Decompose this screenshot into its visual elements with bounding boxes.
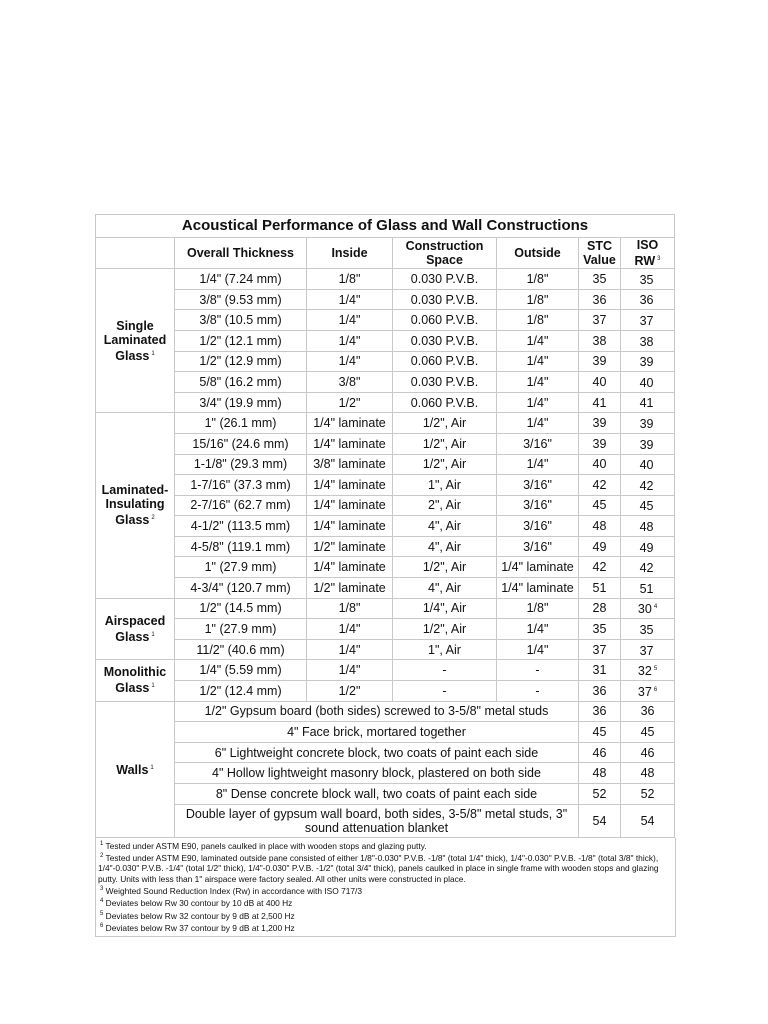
footnote-text: Deviates below Rw 30 contour by 10 dB at 400 Hz: [103, 898, 293, 909]
cell-construction-space: 1/2", Air: [393, 619, 497, 640]
footnote: [98, 851, 675, 884]
group-label-text: Walls: [116, 763, 149, 778]
cell-stc-value: 36: [579, 289, 621, 310]
cell-inside: 1/4": [307, 330, 393, 351]
cell-overall-thickness: 4-3/4" (120.7 mm): [175, 578, 307, 599]
cell-construction-space: 1/2", Air: [393, 557, 497, 578]
cell-inside: 3/8" laminate: [307, 454, 393, 475]
cell-inside: 1/4" laminate: [307, 475, 393, 496]
cell-stc-value: 51: [579, 578, 621, 599]
cell-stc-value: 40: [579, 372, 621, 393]
group-footnote-ref: 1: [151, 350, 155, 357]
footnote-text: Weighted Sound Reduction Index (Rw) in accordance with ISO 717/3: [103, 885, 363, 896]
cell-iso-rw: [621, 372, 675, 393]
cell-iso-rw: 36: [621, 701, 675, 722]
cell-wall-description: Double layer of gypsum wall board, both sides, 3-5/8" metal studs, 3" sound attenuation blanket: [175, 804, 579, 837]
cell-stc-value: 45: [579, 495, 621, 516]
cell-outside: 1/4" laminate: [497, 557, 579, 578]
table-row: [96, 433, 675, 454]
table-row: [96, 742, 675, 763]
table-row: [96, 701, 675, 722]
header-empty-cell: [96, 238, 175, 269]
cell-outside: 1/8": [497, 598, 579, 619]
cell-outside: 1/8": [497, 289, 579, 310]
cell-inside: 1/4" laminate: [307, 516, 393, 537]
iso-rw-footnote-ref: 4: [653, 604, 658, 611]
footnote-text: Tested under ASTM E90, laminated outside pane consisted of either 1/8"-0.030" P.V.B. -1/8" (total 1/4" thick), 1/4"-0.030" P.V.B. -1/8" (total 3/8" thick), 1/4"-0.030" P.V.B. -1/4" (total 1/2" thick), 1/4"-0.030" P.V.B. -1/2" (total 3/4" thick), panels caulked in place in single frame with wooden stops and glazing putty. Units with less than 1" airspace were factory sealed. All other units were constructed in place.: [98, 852, 659, 884]
cell-stc-value: 40: [579, 454, 621, 475]
cell-overall-thickness: 15/16" (24.6 mm): [175, 433, 307, 454]
footnote: [98, 839, 675, 851]
header-construction-space: Construction Space: [393, 238, 497, 269]
iso-rw-value: 35: [639, 623, 654, 638]
cell-iso-rw: 46: [621, 742, 675, 763]
iso-rw-value: 42: [639, 478, 654, 493]
cell-iso-rw: [621, 433, 675, 454]
cell-stc-value: 31: [579, 660, 621, 681]
cell-stc-value: 38: [579, 330, 621, 351]
table-row: [96, 289, 675, 310]
cell-overall-thickness: 1/4" (5.59 mm): [175, 660, 307, 681]
header-overall-thickness: Overall Thickness: [175, 238, 307, 269]
iso-rw-value: 36: [639, 293, 654, 308]
cell-iso-rw: [621, 639, 675, 660]
cell-overall-thickness: 1/2" (12.1 mm): [175, 330, 307, 351]
iso-rw-value: 38: [639, 334, 654, 349]
cell-stc-value: 37: [579, 639, 621, 660]
cell-inside: 1/4" laminate: [307, 495, 393, 516]
cell-overall-thickness: 1-1/8" (29.3 mm): [175, 454, 307, 475]
cell-inside: 1/4": [307, 289, 393, 310]
cell-stc-value: 41: [579, 392, 621, 413]
table-row: [96, 660, 675, 681]
cell-overall-thickness: 1" (26.1 mm): [175, 413, 307, 434]
cell-overall-thickness: 1/2" (14.5 mm): [175, 598, 307, 619]
cell-iso-rw: [621, 413, 675, 434]
table-row: [96, 722, 675, 743]
cell-stc-value: 39: [579, 351, 621, 372]
group-label-monolithic: [96, 660, 175, 701]
footnote-number: 6: [100, 923, 104, 930]
cell-overall-thickness: 4-5/8" (119.1 mm): [175, 536, 307, 557]
cell-inside: 1/4": [307, 619, 393, 640]
table-row: [96, 804, 675, 837]
footnotes: [95, 838, 676, 938]
cell-outside: -: [497, 660, 579, 681]
cell-overall-thickness: 1-7/16" (37.3 mm): [175, 475, 307, 496]
cell-inside: 1/2" laminate: [307, 536, 393, 557]
cell-construction-space: 1", Air: [393, 639, 497, 660]
footnote-text: Deviates below Rw 37 contour by 9 dB at 1,200 Hz: [103, 922, 295, 933]
table-row: [96, 495, 675, 516]
table-row: [96, 372, 675, 393]
table-title: Acoustical Performance of Glass and Wall Constructions: [96, 215, 675, 238]
cell-stc-value: 39: [579, 433, 621, 454]
cell-construction-space: 4", Air: [393, 536, 497, 557]
cell-stc-value: 39: [579, 413, 621, 434]
cell-iso-rw: [621, 516, 675, 537]
header-stc-value: STC Value: [579, 238, 621, 269]
cell-construction-space: 0.060 P.V.B.: [393, 392, 497, 413]
cell-iso-rw: [621, 289, 675, 310]
table-row: [96, 619, 675, 640]
cell-stc-value: 52: [579, 784, 621, 805]
iso-rw-value: 48: [639, 520, 654, 535]
iso-rw-value: 35: [639, 273, 654, 288]
group-footnote-ref: 1: [150, 765, 154, 772]
cell-iso-rw: 52: [621, 784, 675, 805]
cell-overall-thickness: 1" (27.9 mm): [175, 619, 307, 640]
cell-inside: 1/4": [307, 310, 393, 331]
cell-stc-value: 28: [579, 598, 621, 619]
footnote-number: 5: [100, 910, 104, 917]
footnote-number: 3: [100, 886, 104, 893]
group-footnote-ref: 1: [151, 631, 155, 638]
table-row: [96, 269, 675, 290]
iso-rw-value: 40: [639, 458, 654, 473]
cell-construction-space: -: [393, 660, 497, 681]
footnote: [98, 921, 675, 933]
footnote-text: Tested under ASTM E90, panels caulked in place with wooden stops and glazing putty.: [103, 840, 427, 851]
iso-rw-value: 37: [639, 643, 654, 658]
cell-iso-rw: [621, 619, 675, 640]
iso-rw-value: 39: [639, 355, 654, 370]
cell-iso-rw: [621, 454, 675, 475]
group-label-text: Laminated-Insulating Glass: [101, 483, 169, 528]
cell-overall-thickness: 1" (27.9 mm): [175, 557, 307, 578]
iso-rw-value: 49: [639, 540, 654, 555]
cell-construction-space: 0.030 P.V.B.: [393, 289, 497, 310]
cell-wall-description: 8" Dense concrete block wall, two coats of paint each side: [175, 784, 579, 805]
cell-stc-value: 35: [579, 619, 621, 640]
cell-stc-value: 35: [579, 269, 621, 290]
cell-inside: 1/2": [307, 681, 393, 702]
cell-iso-rw: [621, 269, 675, 290]
header-iso-rw-label: ISO RW: [634, 238, 659, 269]
cell-outside: 1/4": [497, 639, 579, 660]
footnote-text: Deviates below Rw 32 contour by 9 dB at 2,500 Hz: [103, 910, 295, 921]
cell-iso-rw: [621, 351, 675, 372]
cell-construction-space: 0.060 P.V.B.: [393, 310, 497, 331]
cell-construction-space: -: [393, 681, 497, 702]
table-row: [96, 598, 675, 619]
footnote: [98, 909, 675, 921]
header-iso-rw-footnote-ref: 3: [657, 256, 661, 262]
cell-stc-value: 48: [579, 516, 621, 537]
iso-rw-value: 30: [637, 602, 652, 617]
cell-overall-thickness: 3/8" (9.53 mm): [175, 289, 307, 310]
cell-construction-space: 0.030 P.V.B.: [393, 269, 497, 290]
cell-overall-thickness: 2-7/16" (62.7 mm): [175, 495, 307, 516]
table-row: [96, 475, 675, 496]
acoustical-performance-table: [95, 214, 675, 838]
group-label-single-laminated: [96, 269, 175, 413]
cell-wall-description: 4" Hollow lightweight masonry block, plastered on both side: [175, 763, 579, 784]
iso-rw-value: 41: [639, 396, 654, 411]
cell-construction-space: 1/2", Air: [393, 433, 497, 454]
cell-outside: 1/4": [497, 392, 579, 413]
cell-inside: 1/4" laminate: [307, 433, 393, 454]
table-row: [96, 557, 675, 578]
cell-inside: 1/8": [307, 598, 393, 619]
cell-wall-description: 4" Face brick, mortared together: [175, 722, 579, 743]
cell-wall-description: 1/2" Gypsum board (both sides) screwed to 3-5/8" metal studs: [175, 701, 579, 722]
table-row: [96, 763, 675, 784]
group-label-laminated-insulating: [96, 413, 175, 598]
cell-stc-value: 42: [579, 475, 621, 496]
cell-inside: 1/4": [307, 639, 393, 660]
cell-iso-rw: [621, 495, 675, 516]
cell-wall-description: 6" Lightweight concrete block, two coats of paint each side: [175, 742, 579, 763]
table-row: [96, 578, 675, 599]
cell-outside: 3/16": [497, 536, 579, 557]
cell-inside: 1/4": [307, 660, 393, 681]
cell-overall-thickness: 5/8" (16.2 mm): [175, 372, 307, 393]
cell-iso-rw: [621, 536, 675, 557]
cell-construction-space: 1/2", Air: [393, 413, 497, 434]
cell-outside: 3/16": [497, 516, 579, 537]
cell-construction-space: 1/4", Air: [393, 598, 497, 619]
footnote: [98, 896, 675, 908]
footnote-number: 1: [100, 840, 104, 847]
group-footnote-ref: 1: [151, 683, 155, 690]
iso-rw-value: 32: [637, 664, 652, 679]
table-row: [96, 454, 675, 475]
group-footnote-ref: 2: [151, 515, 155, 522]
cell-outside: 3/16": [497, 433, 579, 454]
cell-overall-thickness: 1/2" (12.4 mm): [175, 681, 307, 702]
table-row: [96, 413, 675, 434]
cell-iso-rw: [621, 598, 675, 619]
cell-iso-rw: [621, 578, 675, 599]
cell-iso-rw: [621, 392, 675, 413]
cell-outside: -: [497, 681, 579, 702]
cell-stc-value: 46: [579, 742, 621, 763]
cell-construction-space: 0.030 P.V.B.: [393, 372, 497, 393]
iso-rw-value: 45: [639, 499, 654, 514]
iso-rw-value: 39: [639, 437, 654, 452]
cell-overall-thickness: 1/2" (12.9 mm): [175, 351, 307, 372]
cell-construction-space: 4", Air: [393, 578, 497, 599]
cell-overall-thickness: 1/4" (7.24 mm): [175, 269, 307, 290]
iso-rw-value: 40: [639, 376, 654, 390]
cell-outside: 1/4": [497, 372, 579, 393]
iso-rw-value: 37: [637, 684, 652, 699]
header-iso-rw: [621, 238, 675, 269]
table-row: [96, 351, 675, 372]
cell-construction-space: 4", Air: [393, 516, 497, 537]
header-outside: Outside: [497, 238, 579, 269]
cell-construction-space: 0.030 P.V.B.: [393, 330, 497, 351]
iso-rw-footnote-ref: 6: [653, 686, 658, 693]
table-row: [96, 392, 675, 413]
cell-stc-value: 36: [579, 701, 621, 722]
cell-outside: 1/4": [497, 619, 579, 640]
cell-inside: 3/8": [307, 372, 393, 393]
footnote: [98, 884, 675, 896]
cell-iso-rw: [621, 330, 675, 351]
table-row: [96, 330, 675, 351]
iso-rw-value: 37: [639, 314, 654, 329]
cell-iso-rw: [621, 660, 675, 681]
cell-stc-value: 36: [579, 681, 621, 702]
cell-outside: 3/16": [497, 475, 579, 496]
iso-rw-value: 39: [639, 417, 654, 432]
cell-stc-value: 49: [579, 536, 621, 557]
cell-stc-value: 48: [579, 763, 621, 784]
cell-inside: 1/2" laminate: [307, 578, 393, 599]
cell-outside: 1/4": [497, 351, 579, 372]
header-inside: Inside: [307, 238, 393, 269]
table-row: [96, 516, 675, 537]
cell-outside: 3/16": [497, 495, 579, 516]
cell-outside: 1/4" laminate: [497, 578, 579, 599]
cell-outside: 1/4": [497, 454, 579, 475]
group-label-airspaced: [96, 598, 175, 660]
table-row: [96, 784, 675, 805]
cell-stc-value: 54: [579, 804, 621, 837]
cell-outside: 1/8": [497, 310, 579, 331]
cell-iso-rw: 48: [621, 763, 675, 784]
group-label-text: Single Laminated Glass: [103, 318, 167, 363]
cell-outside: 1/4": [497, 413, 579, 434]
cell-construction-space: 2", Air: [393, 495, 497, 516]
footnote-number: 4: [100, 898, 104, 905]
cell-outside: 1/4": [497, 330, 579, 351]
iso-rw-value: 42: [639, 561, 654, 576]
table-row: [96, 536, 675, 557]
cell-outside: 1/8": [497, 269, 579, 290]
cell-overall-thickness: 4-1/2" (113.5 mm): [175, 516, 307, 537]
table-body: [96, 269, 675, 837]
cell-construction-space: 1/2", Air: [393, 454, 497, 475]
cell-overall-thickness: 3/4" (19.9 mm): [175, 392, 307, 413]
table-row: [96, 681, 675, 702]
acoustical-performance-document: [95, 214, 674, 937]
cell-construction-space: 0.060 P.V.B.: [393, 351, 497, 372]
cell-iso-rw: 54: [621, 804, 675, 837]
footnote-number: 2: [100, 852, 104, 859]
cell-inside: 1/2": [307, 392, 393, 413]
cell-stc-value: 45: [579, 722, 621, 743]
cell-overall-thickness: 11/2" (40.6 mm): [175, 639, 307, 660]
table-row: [96, 639, 675, 660]
group-label-walls: [96, 701, 175, 837]
cell-inside: 1/4" laminate: [307, 557, 393, 578]
cell-iso-rw: [621, 310, 675, 331]
table-row: [96, 310, 675, 331]
iso-rw-value: 51: [639, 581, 654, 596]
cell-iso-rw: [621, 681, 675, 702]
group-label-text: Monolithic Glass: [103, 665, 167, 696]
iso-rw-footnote-ref: 5: [653, 666, 658, 673]
cell-iso-rw: [621, 557, 675, 578]
cell-construction-space: 1", Air: [393, 475, 497, 496]
cell-stc-value: 37: [579, 310, 621, 331]
cell-iso-rw: [621, 475, 675, 496]
cell-inside: 1/8": [307, 269, 393, 290]
cell-inside: 1/4": [307, 351, 393, 372]
group-label-text: Airspaced Glass: [104, 613, 166, 645]
cell-stc-value: 42: [579, 557, 621, 578]
cell-iso-rw: 45: [621, 722, 675, 743]
cell-inside: 1/4" laminate: [307, 413, 393, 434]
cell-overall-thickness: 3/8" (10.5 mm): [175, 310, 307, 331]
